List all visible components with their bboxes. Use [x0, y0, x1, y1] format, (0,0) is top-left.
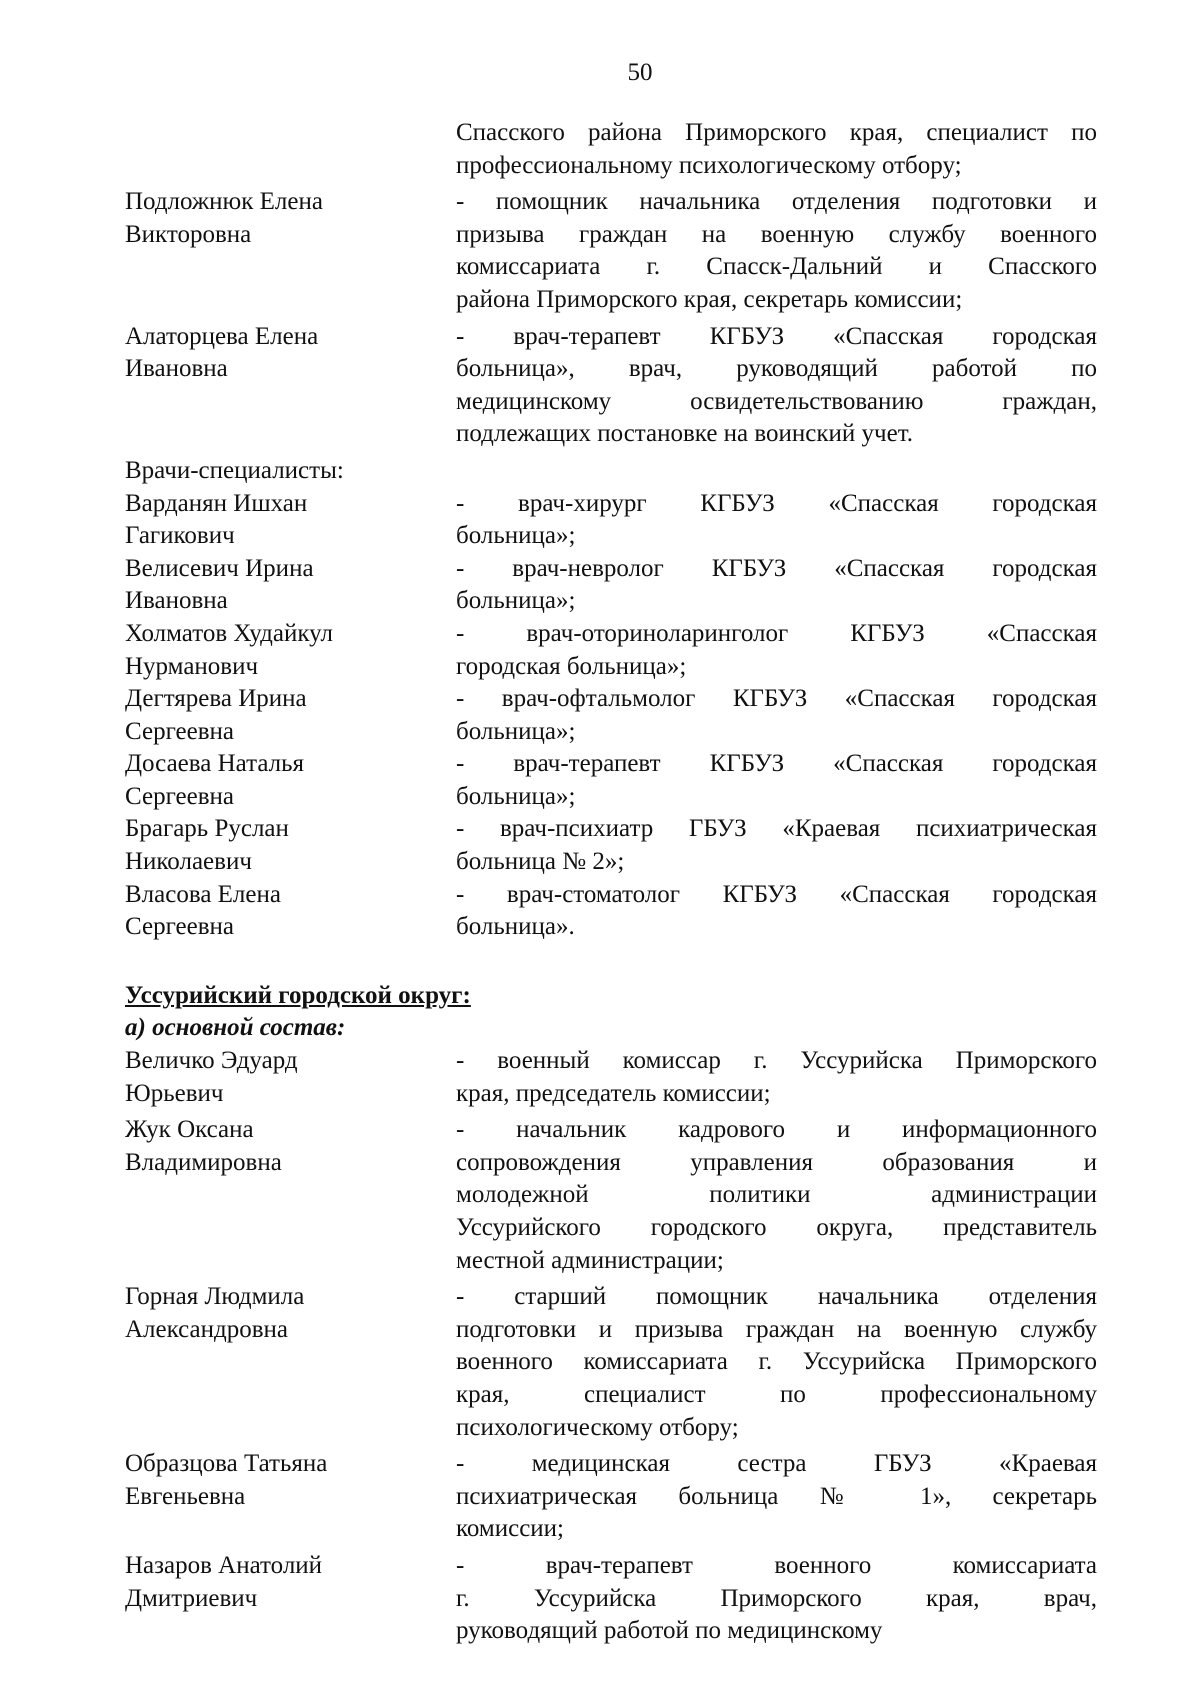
description-line: - медицинская сестра ГБУЗ «Краевая: [456, 1450, 1097, 1478]
description-line: района Приморского края, секретарь комиссии;: [456, 285, 963, 313]
description-line: комиссариата г. Спасск-Дальний и Спасского: [456, 253, 1097, 281]
document-body: [125, 117, 1097, 1648]
section-subheading: а) основной состав:: [125, 1014, 346, 1042]
description-line: психиатрическая больница № 1», секретарь: [456, 1482, 1097, 1510]
member-row: [125, 321, 1097, 451]
member-row: [125, 488, 1097, 553]
specialists-list: [125, 488, 1097, 944]
description-line: медицинскому освидетельствованию граждан,: [456, 387, 1097, 415]
member-name: Величко Эдуард Юрьевич: [125, 1047, 298, 1107]
member-row: [125, 1114, 1097, 1277]
description-line: - врач-стоматолог КГБУЗ «Спасская городская: [456, 880, 1097, 908]
member-row: [125, 186, 1097, 316]
description-line: - помощник начальника отделения подготовки и: [456, 188, 1097, 216]
member-description: [456, 1281, 1097, 1444]
member-name: Дегтярева Ирина Сергеевна: [125, 685, 307, 745]
member-row: [125, 117, 1097, 182]
description-line: городская больница»;: [456, 652, 687, 680]
member-row: [125, 813, 1097, 878]
member-name: Алаторцева Елена Ивановна: [125, 322, 319, 383]
member-name: Жук Оксана Владимировна: [125, 1116, 282, 1176]
description-line: местной администрации;: [456, 1246, 724, 1274]
commission-members-bottom: [125, 1045, 1097, 1648]
page-number: 50: [627, 59, 653, 86]
member-description: [456, 748, 1097, 813]
member-description: [456, 813, 1097, 878]
description-line: - врач-невролог КГБУЗ «Спасская городская: [456, 554, 1097, 582]
description-line: сопровождения управления образования и: [456, 1148, 1097, 1176]
member-row: [125, 618, 1097, 683]
description-line: комиссии;: [456, 1515, 564, 1543]
description-line: края, специалист по профессиональному: [456, 1380, 1097, 1408]
member-name: Власова Елена Сергеевна: [125, 880, 281, 941]
description-line: подлежащих постановке на воинский учет.: [456, 420, 914, 448]
description-line: - врач-оториноларинголог КГБУЗ «Спасская: [456, 619, 1097, 647]
member-description: [456, 553, 1097, 618]
description-line: больница»;: [456, 587, 576, 615]
member-name: Варданян Ишхан Гагикович: [125, 489, 308, 550]
member-description: [456, 618, 1097, 683]
member-description: [456, 186, 1097, 316]
description-line: больница № 2»;: [456, 848, 625, 876]
description-line: - начальник кадрового и информационного: [456, 1116, 1097, 1144]
description-line: Уссурийского городского округа, представитель: [456, 1214, 1097, 1241]
description-line: - врач-хирург КГБУЗ «Спасская городская: [456, 489, 1097, 517]
description-line: - врач-терапевт КГБУЗ «Спасская городская: [456, 322, 1097, 350]
specialists-label: Врачи-специалисты:: [125, 456, 344, 484]
member-name: Брагарь Руслан Николаевич: [125, 815, 289, 876]
description-line: - врач-психиатр ГБУЗ «Краевая психиатрическая: [456, 815, 1097, 843]
description-line: психологическому отбору;: [456, 1413, 739, 1441]
description-line: - военный комиссар г. Уссурийска Приморского: [456, 1047, 1097, 1075]
description-line: - старший помощник начальника отделения: [456, 1283, 1097, 1311]
member-description: [456, 1448, 1097, 1546]
description-line: края, председатель комиссии;: [456, 1079, 771, 1107]
member-row: [125, 683, 1097, 748]
member-name: Велисевич Ирина Ивановна: [125, 554, 314, 615]
member-name: Подложнюк Елена Викторовна: [125, 188, 323, 248]
member-description: [456, 1550, 1097, 1648]
member-row: [125, 1550, 1097, 1648]
member-row: [125, 1045, 1097, 1110]
description-line: профессиональному психологическому отбору;: [456, 151, 962, 179]
description-line: больница».: [456, 913, 575, 941]
member-row: [125, 1281, 1097, 1444]
description-line: больница»;: [456, 522, 576, 550]
member-description: [456, 879, 1097, 944]
section-heading: Уссурийский городской округ:: [125, 981, 471, 1009]
description-line: подготовки и призыва граждан на военную службу: [456, 1315, 1097, 1343]
description-line: Спасского района Приморского края, специалист по: [456, 119, 1097, 146]
description-line: - врач-терапевт КГБУЗ «Спасская городская: [456, 750, 1097, 778]
description-line: призыва граждан на военную службу военного: [456, 220, 1097, 248]
description-line: - врач-офтальмолог КГБУЗ «Спасская городская: [456, 685, 1097, 713]
member-row: [125, 553, 1097, 618]
description-line: военного комиссариата г. Уссурийска Приморского: [456, 1348, 1097, 1376]
description-line: руководящий работой по медицинскому: [456, 1617, 883, 1645]
member-description: [456, 683, 1097, 748]
member-description: [456, 117, 1097, 182]
member-description: [456, 321, 1097, 451]
description-line: больница»;: [456, 717, 576, 745]
description-line: больница»;: [456, 782, 576, 810]
member-name: Образцова Татьяна Евгеньевна: [125, 1450, 328, 1510]
description-line: молодежной политики администрации: [456, 1181, 1097, 1209]
member-name: Горная Людмила Александровна: [125, 1283, 305, 1343]
member-description: [456, 1114, 1097, 1277]
description-line: - врач-терапевт военного комиссариата: [456, 1551, 1097, 1579]
member-name: Назаров Анатолий Дмитриевич: [125, 1551, 323, 1612]
commission-members-top: [125, 117, 1097, 451]
member-row: [125, 748, 1097, 813]
member-name: Холматов Худайкул Нурманович: [125, 619, 334, 680]
description-line: больница», врач, руководящий работой по: [456, 355, 1097, 383]
member-row: [125, 879, 1097, 944]
member-description: [456, 1045, 1097, 1110]
member-row: [125, 1448, 1097, 1546]
member-description: [456, 488, 1097, 553]
member-name: Досаева Наталья Сергеевна: [125, 750, 305, 810]
description-line: г. Уссурийска Приморского края, врач,: [456, 1584, 1097, 1612]
